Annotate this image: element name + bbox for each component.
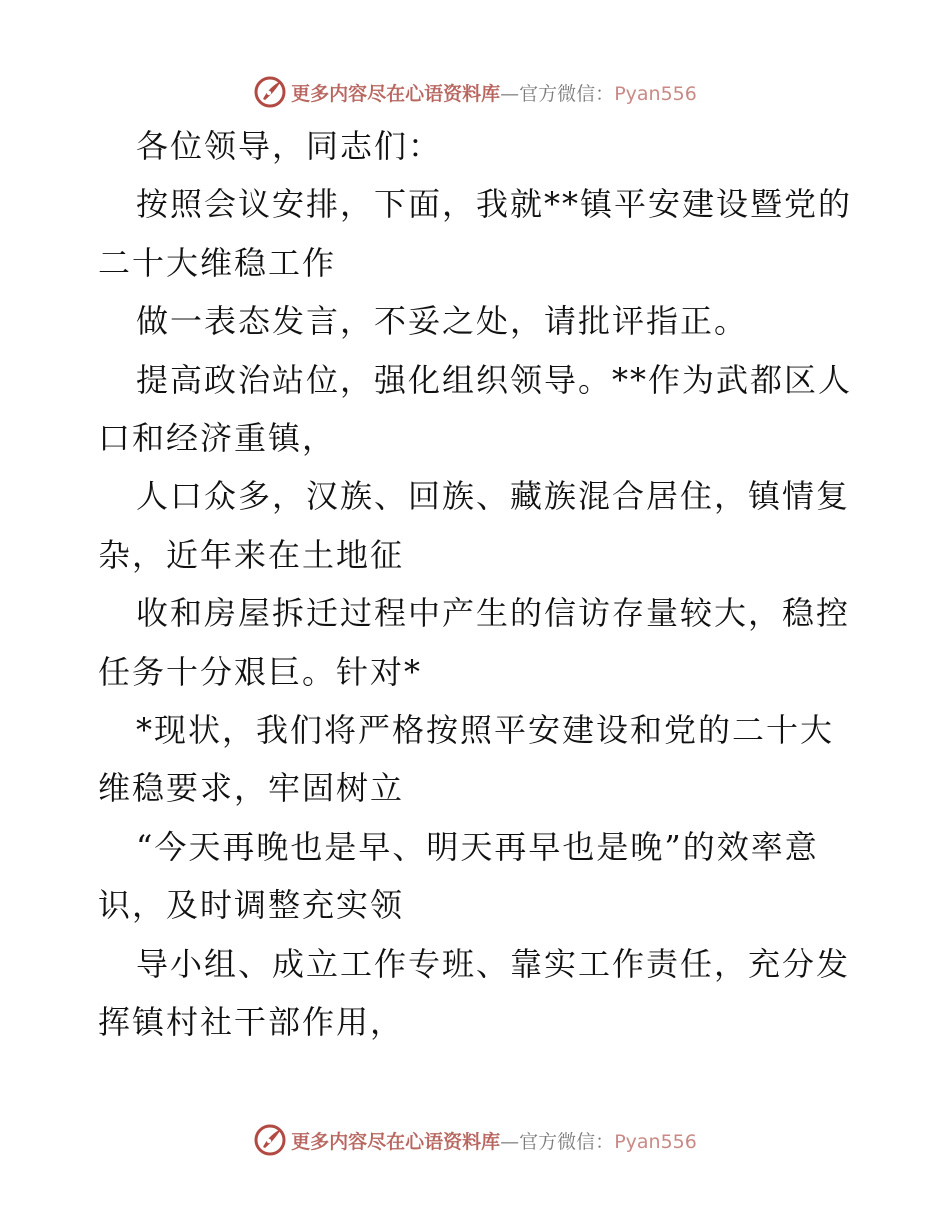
text-line: *现状，我们将严格按照平安建设和党的二十大 bbox=[136, 711, 835, 750]
text-line: “今天再晚也是早、明天再早也是晚”的效率意 bbox=[136, 827, 819, 866]
text-line: 各位领导，同志们： bbox=[136, 127, 443, 165]
watermark-id: Pyan556 bbox=[614, 82, 697, 105]
text-line: 提高政治站位，强化组织领导。**作为武都区人 bbox=[136, 360, 853, 399]
watermark-main-text: 更多内容尽在心语资料库 bbox=[291, 1130, 501, 1153]
watermark-id: Pyan556 bbox=[614, 1130, 697, 1153]
quill-logo-icon bbox=[253, 75, 287, 109]
text-line: 杂，近年来在土地征 bbox=[98, 535, 405, 574]
text-line: 任务十分艰巨。针对* bbox=[98, 652, 423, 691]
watermark-dash: — bbox=[500, 1130, 520, 1153]
watermark-main-text: 更多内容尽在心语资料库 bbox=[291, 82, 501, 105]
text-line: 口和经济重镇， bbox=[98, 419, 337, 458]
text-line: 按照会议安排，下面，我就**镇平安建设暨党的 bbox=[136, 185, 853, 224]
text-line: 导小组、成立工作专班、靠实工作责任，充分发 bbox=[136, 944, 851, 983]
watermark-label: 官方微信： bbox=[519, 1130, 615, 1153]
text-line: 人口众多，汉族、回族、藏族混合居住，镇情复 bbox=[136, 477, 851, 516]
text-line: 挥镇村社干部作用， bbox=[98, 1003, 405, 1042]
watermark-dash: — bbox=[500, 82, 520, 105]
text-line: 维稳要求，牢固树立 bbox=[98, 769, 405, 808]
document-body bbox=[98, 117, 858, 1052]
text-line: 做一表态发言，不妥之处，请批评指正。 bbox=[136, 302, 749, 341]
text-line: 二十大维稳工作 bbox=[98, 243, 337, 282]
text-line: 收和房屋拆迁过程中产生的信访存量较大，稳控 bbox=[136, 594, 851, 633]
quill-logo-icon bbox=[253, 1123, 287, 1157]
watermark-label: 官方微信： bbox=[519, 82, 615, 105]
text-line: 识，及时调整充实领 bbox=[98, 886, 405, 925]
header-watermark bbox=[0, 72, 950, 112]
footer-watermark bbox=[0, 1120, 950, 1160]
